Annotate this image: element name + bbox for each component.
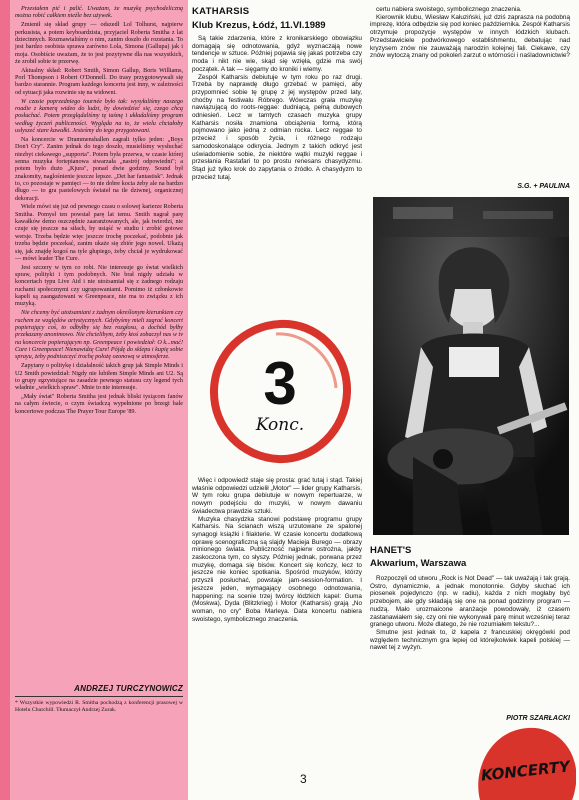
footnote-divider xyxy=(15,696,183,697)
katharsis-text-bottom xyxy=(192,477,362,623)
paragraph: W czasie poprzedniego tournée było tak: wysyłaliśmy naszego roadie z kamerą wideo do ludzi, by dowiedzieć się, czego chcą posłuchać. Potem przeglądaliśmy tę taśmę i układaliśmy program według życzeń publiczności. Wygląda na to, że wielu chciałoby usłyszeć stare kawałki. Jesteśmy do tego przygotowani. xyxy=(15,98,183,134)
hanets-title: HANET'S xyxy=(370,545,412,556)
paragraph: Na koncercie w Drammenshallen zagrali tylko jeden: „Boys Don't Cry". Zanim jednak do tego doszło, musieliśmy wysłuchać niezbyt ciekawego „supporta". Potem była przerwa, w czasie której senna muzyka fortepianowa stwarzała „nastrój odpowiedni"; a potem było dużo „Kjura", ponad dwie godziny. Sound był znakomity, naglośnienie jeszcze lepsze. „Det har fantastisk". Jednak to, co pozostaje w pamięci — to nie dobre kocia żeby ale na bardzo długo — to gra pastelowych świateł na tle dziwnej, organicznej dekoracji. xyxy=(15,136,183,202)
katharsis-continued-text xyxy=(370,6,570,60)
cure-article-column xyxy=(15,6,183,418)
paragraph: Kierownik klubu, Wiesław Kałuziński, już dziś zaprasza na podobną imprezę, która odbędzie się pod koniec października. Zespół Katharsis otrzymuje propozycje występów w innych łódzkich klubach. Przedstawiciele podwórkowego establishmentu, debatując nad kryzysem znów nie zauważają narodzin kolejnej fali. Ciekawe, czy znów wytoczą znany od pokoleń zarzut o wtórności i naśladownictwie? xyxy=(370,13,570,60)
badge-number: 3 xyxy=(263,350,297,417)
paragraph: Zespół Katharsis debiutuje w tym roku po raz drugi. Trzeba by naprawdę długo grzebać w pamięci, aby przypomnieć sobie tę grupę z jej występów przed laty, choćby na festiwalu Róbrego. Wówczas grała muzykę nawiązującą do roots-reggae: dudniącą, pełną dubowych odniesień. Lecz w tamtych czasach muzyka grupy Katharsis nosiła znamiona obciążenia formą, którą pojmowano jako jedną z odmian rocka. Lecz reggae to przecież i sposób życia, i różnego rodzaju samodoskonalące odkrycia. Jednym z takich odkryć jest uświadomienie sobie, że niektóre wątki muzyki reggae i przesłania Rastafari to po prostu renesans chasydyzmu. Stąd już tylko krok do zapytania o źródło. A chasydyzm to przecież tutaj. xyxy=(192,73,362,181)
paragraph: Zapytany o politykę i działalność takich grup jak Simple Minds i U2 Smith powiedział: Nigdy nie lubiłem Simple Minds ani U2. Są to grupy egzystujące na zasadzie pewnego statusu czy legend tych władnie „wielkich spraw". Mnie to nie interesuje. xyxy=(15,363,183,392)
katharsis-title: KATHARSIS xyxy=(192,6,250,17)
paragraph: Aktualny skład: Robert Smith, Simon Gallup, Boris Williams, Porl Thompson i Robert O'Donnell. Do trasy przygotowywali się bardzo starannie. Program każdego koncertu jest inny, w zależności od sytuacji jaka rozwinie się na widowni. xyxy=(15,67,183,96)
paragraph: Są takie zdarzenia, które z kronikarskiego obowiązku domagają się odnotowania, gdyż wyznaczają nowe tendencje w sztuce. Później pojawia się jakaś potrzeba czy moda i nikt nie wie, skąd się wzięła, gdzie ma swój początek. A tak — sięgamy do kroniki i wiemy. xyxy=(192,35,362,73)
paragraph: „Mały świat" Roberta Smitha jest jednak bliski tysiącom fanów na całym świecie, o czym świadczą wypełnione po brzegi hale koncertowe podczas The Prayer Tour Europe '89. xyxy=(15,394,183,415)
guitarist-photo xyxy=(373,197,569,535)
signature-sg-paulina: S.G. + PAULINA xyxy=(517,183,570,190)
hanets-subtitle: Akwarium, Warszawa xyxy=(370,558,467,569)
paragraph: Zmienił się skład grupy — odszedł Lol Tolhurst, najpierw perkusista, a potem keyboardzista, przyjaciel Roberta Smitha z lat dziecinnych. Rozmawialiśmy o nim, zanim doszło do rozstania. To jest bardzo osobista sprawa zarówno Lola, Simona (Gallupa) jak i moja. Osobiście uważam, że to jest pozytywne dla nas wszystkich, że zrobił sobie te przerwę. xyxy=(15,22,183,65)
paragraph: certu nabiera swoistego, symbolicznego znaczenia. xyxy=(376,6,522,13)
badge-text: Konc. xyxy=(255,415,305,435)
koncerty-label: KONCERTY xyxy=(480,757,571,785)
byline-turczynowicz: ANDRZEJ TURCZYNOWICZ xyxy=(74,684,183,693)
page-number: 3 xyxy=(300,772,307,786)
paragraph: Rozpoczęli od utworu „Rock is Not Dead" — tak uważają i tak grają. Ostro, dynamicznie, a jednak monotonnie. Gdyby słuchać ich piosenek pojedynczo (np. w radiu), każda z nich mogłaby być przebojem, ale gdy składają się one na ponad godzinny program — nudzą. Mało urozmaicone aranżacje powodowały, iż czasem zastanawiałem się, czy oni nie wykonywali parę minut wcześniej teraz granego utworu. Może dlatego, że nie rozumiałem tekstu?... xyxy=(370,575,570,629)
katharsis-subtitle: Klub Krezus, Łódź, 11.VI.1989 xyxy=(192,20,326,31)
paragraph: Przestałem pić i palić. Uważam, że muzykę psychodeliczną można robić całkiem nieźle bez używek. xyxy=(15,6,183,20)
paragraph: Nie chcemy być utożsamiani z żadnym określonym kierunkiem czy ruchem ze względów artystycznych. Gdybyśmy mieli zagrać koncert popierający coś, to odbyłby się bez rozgłosu, a dochód byłby przekazany anonimowo. Nie chcielibym, żeby ktoś zobaczył nas w tv na koncercie popierającym np. Greenpeace i powiedział: O k...mać! Cure i Greenpeace! Nienawidzę Cure! Pójdę do sklepu i kupię sobie sprayu, żeby podniszczyć trochę położę ozonową w atmosferze. xyxy=(15,310,183,361)
paragraph: Muzyka chasydzka stanowi podstawę programu grupy Katharsis. Na ścianach wiszą urzutowane ze spalonej synagogi książki i filakterie. W czasie koncertu dodatkową oprawę scenograficzną są slajdy Macieja Burego — obrazy minionego świata. Publiczność najpierw ostrożna, jakby zaskoczona tym, co słyszy. Później jednak, porwana przez muzykę, domaga się bisów. Koncert się kończy, lecz to jeszcze nie koniec spotkania. Spośród muzyków, którzy przyszli posłuchać, powstaje jam-session-formation. I jeszcze jeden, wymagający osobnego odnotowania, happening: na scenie trzej twórcy łódzkich kapel: Guma (Moskwa), Dyda (Blitzkrieg) i Motor (Katharsis) grają „No woman, no cry" Boba Marleya. Data koncertu nabiera swoistego, symbolicznego znaczenia. xyxy=(192,515,362,623)
byline-szarlacki: PIOTR SZARŁACKI xyxy=(506,715,570,722)
katharsis-text-top xyxy=(192,35,362,181)
paragraph: Jest szczery w tym co robi. Nie interesuje go świat wielkich spraw, polityki i tym podobnych. Nie brał nigdy udziału w koncertach typu Live Aid i nie utożsamiał się z żadnego rodzaju ruchami społecznymi czy ugrupowaniami. Pomimo iż członkowie kapeli są zaangażowani w Greenpeace, nie ma to związku z ich muzyką. xyxy=(15,264,183,308)
hanets-text xyxy=(370,575,570,652)
koncerty-logo xyxy=(466,724,576,800)
three-concerts-badge xyxy=(206,318,354,466)
paragraph: Smutne jest jednak to, iż kapela z francuskiej okręgówki pod względem technicznym gra lepiej od którejkolwiek kapeli polskiej — nawet tej z wyżyn. xyxy=(370,628,570,652)
footnote: * Wszystkie wypowiedzi R. Smitha pochodzą z konferencji prasowej w Hotelu Churchill. Tłumaczył Andrzej Zurak. xyxy=(15,700,183,713)
paragraph: Więc i odpowiedź staje się prosta: grać tutaj i stąd. Takiej właśnie odpowiedzi udzielił „Motor" — lider grupy Katharsis. W tym roku grupa debiutuje w nowym repertuarze, w nowym podejściu do muzyki, w nowym dawaniu świadectwa prawdzie sztuki. xyxy=(192,477,362,515)
left-edge-strip xyxy=(0,0,10,800)
paragraph: Wiele mówi się już od pewnego czasu o solowej karierze Roberta Smitha. Pomysł ten powstał parę lat temu. Smith nagrał parę kawałków demo oszczędnie zaaranżowanych, ale, jak twierdzi, nie czuje się jeszcze na siłach, by usiąść w studiu i zrobić gotowe wersje. Trzeba będzie więc jeszcze trochę poczekać, podobnie jak trzeba będzie poczekać, zanim ukaże się zbiór jego nowel. Ukażą się, jak znajdę kogoś na tyle głupiego, żeby chciał je wydrukować — mówi leader The Cure. xyxy=(15,204,183,262)
